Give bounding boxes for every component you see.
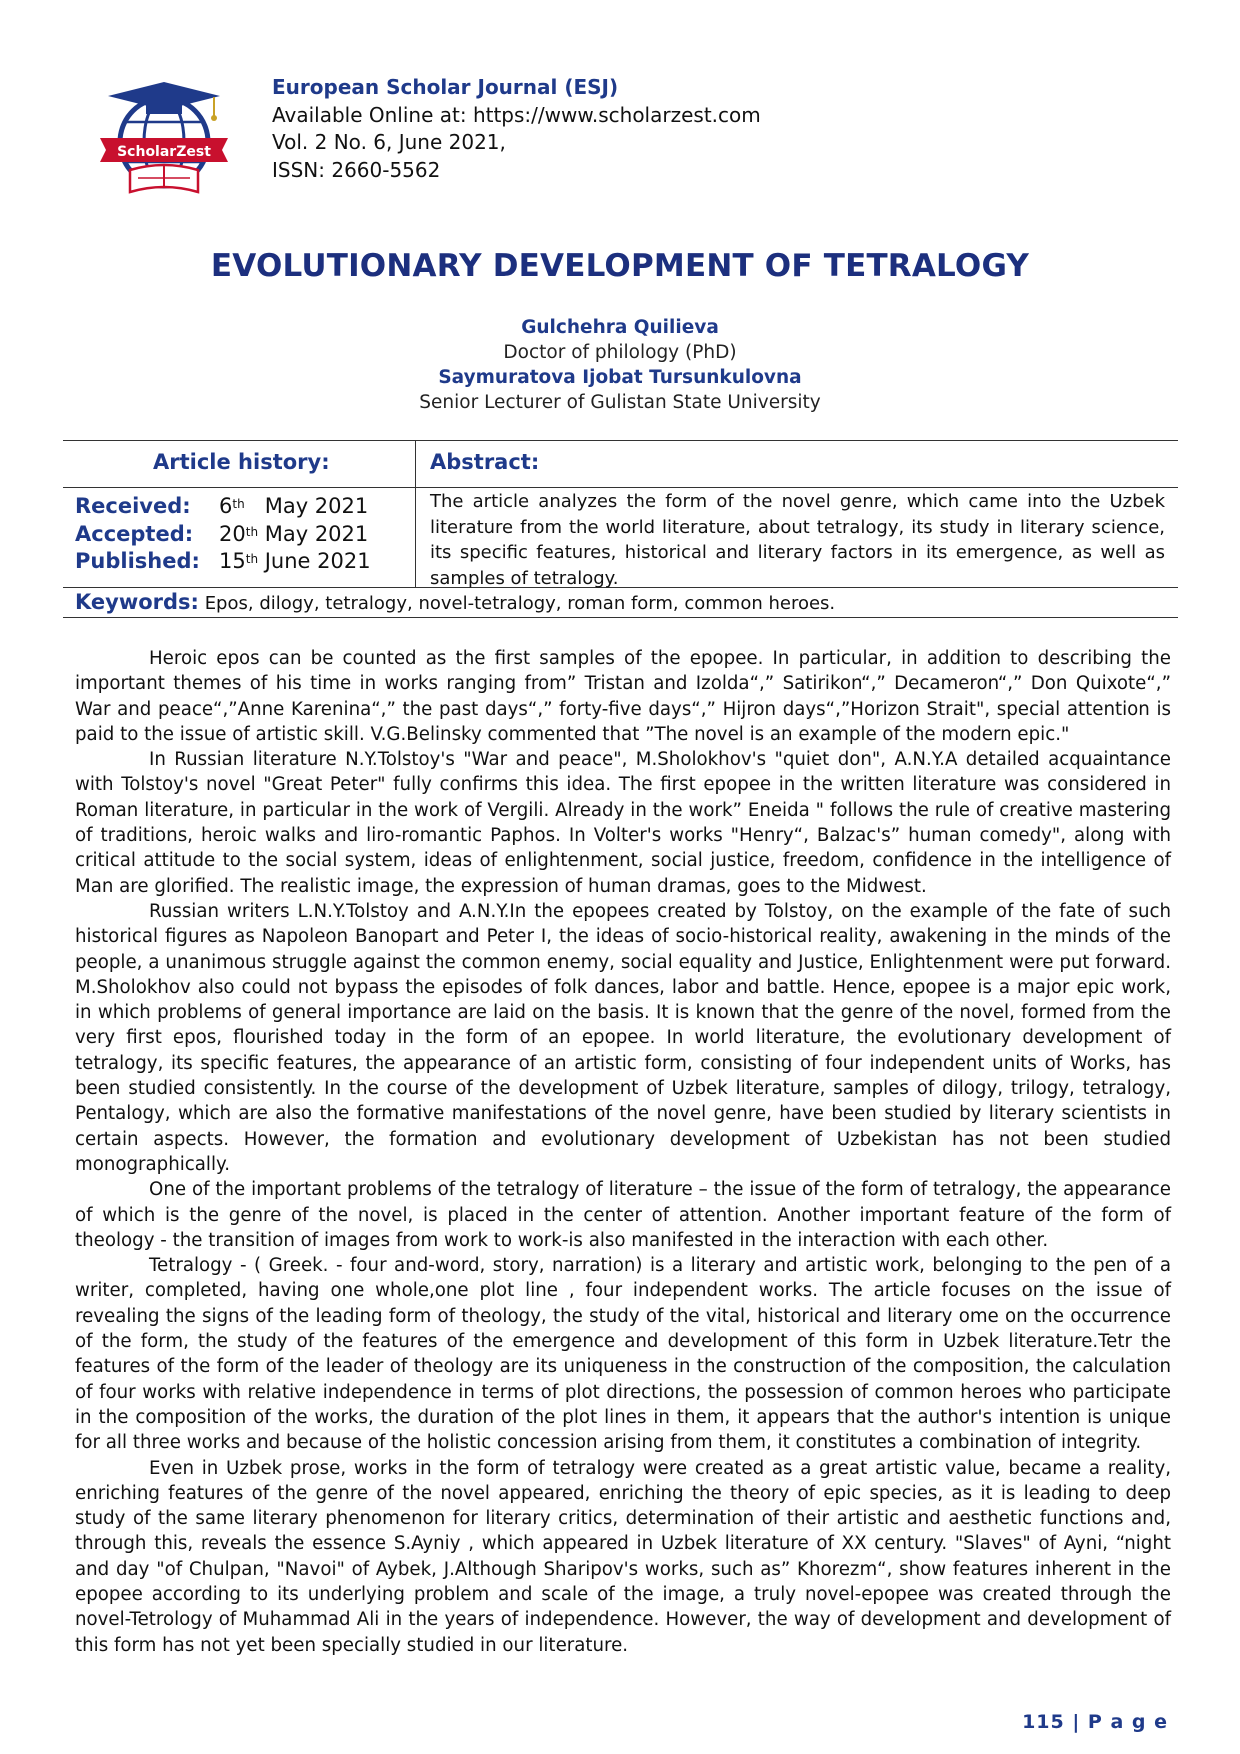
author-block: [0, 315, 1240, 415]
received-sup: th: [232, 497, 245, 511]
body-paragraph: One of the important problems of the tetralogy of literature – the issue of the form of tetralogy, the appearance of which is the genre of the novel, is placed in the center of attention. Another important feature of the form of theology - the transition of images from work to work-is also manifested in the interaction with each other.: [75, 1179, 1171, 1251]
accepted-sup: th: [245, 525, 259, 539]
keywords-label: Keywords:: [75, 590, 199, 614]
table-divider: [415, 440, 416, 587]
keywords-text: Epos, dilogy, tetralogy, novel-tetralogy, roman form, common heroes.: [204, 593, 836, 614]
received-day: 6: [219, 494, 233, 518]
paper-title: EVOLUTIONARY DEVELOPMENT OF TETRALOGY: [210, 248, 1030, 284]
accepted-date: May 2021: [264, 522, 369, 546]
journal-volume: Vol. 2 No. 6, June 2021,: [272, 130, 506, 154]
body-text: [75, 646, 1171, 1658]
accepted-day: 20: [219, 522, 246, 546]
received-date: May 2021: [264, 494, 369, 518]
published-sup: th: [245, 552, 259, 566]
keywords-row: [75, 590, 835, 614]
published-label: Published:: [75, 549, 200, 573]
accepted-label: Accepted:: [75, 522, 194, 546]
journal-name: European Scholar Journal (ESJ): [272, 75, 619, 99]
author-affiliation: Doctor of philology (PhD): [503, 342, 737, 363]
body-paragraph: Heroic epos can be counted as the first samples of the epopee. In particular, in addition to describing the important themes of his time in works ranging from” Tristan and Izolda“,” Satirikon“,” Decameron“,” Don Quixote“,” War and peace“,”Anne Karenina“,” the past days“,” forty-five days“,” Hijron days“,”Horizon Strait", special attention is paid to the issue of artistic skill. V.G.Belinsky commented that ”The novel is an example of the modern epic.": [75, 648, 1171, 745]
received-row: [75, 492, 368, 521]
body-paragraph: Even in Uzbek prose, works in the form of tetralogy were created as a great artistic value, became a reality, enriching features of the genre of the novel appeared, enriching the theory of epic species, as it is leading to deep study of the same literary phenomenon for literary critics, determination of their artistic and aesthetic functions and, through this, reveals the essence S.Ayniy , which appeared in Uzbek literature of XX century. "Slaves" of Ayni, “night and day "of Chulpan, "Navoi" of Aybek, J.Although Sharipov's works, such as” Khorezm“, show features inherent in the epopee according to its underlying problem and scale of the image, a truly novel-epopee was created through the novel-Tetrology of Muhammad Ali in the years of independence. However, the way of development and development of this form has not yet been specially studied in our literature.: [75, 1457, 1171, 1656]
table-rule: [63, 617, 1178, 618]
received-label: Received:: [75, 494, 191, 518]
abstract-text: The article analyzes the form of the novel genre, which came into the Uzbek literature from the world literature, about tetralogy, its study in literary science, its specific features, historical and literary factors in its emergence, as well as samples of tetralogy.: [430, 491, 1165, 589]
journal-issn: ISSN: 2660-5562: [272, 157, 441, 182]
accepted-row: [75, 520, 368, 549]
author-name: Gulchehra Quilieva: [521, 317, 719, 338]
published-date: June 2021: [264, 549, 371, 573]
journal-url: Available Online at: https://www.scholarzest.com: [272, 102, 761, 127]
body-paragraph: Tetralogy - ( Greek. - four and-word, story, narration) is a literary and artistic work, belonging to the pen of a writer, completed, having one whole,one plot line , four independent works. The article focuses on the issue of revealing the signs of the leading form of theology, the study of the vital, historical and literary ome on the occurrence of the form, the study of the features of the emergence and development of this form in Uzbek literature.Tetr the features of the form of the leader of theology are its uniqueness in the construction of the composition, the calculation of four works with relative independence in terms of plot directions, the possession of common heroes who participate in the composition of the works, the duration of the plot lines in them, it appears that the author's intention is unique for all three works and because of the holistic concession arising from them, it constitutes a combination of integrity.: [75, 1255, 1171, 1454]
abstract-heading: Abstract:: [430, 450, 540, 474]
published-row: [75, 547, 371, 576]
journal-header: [272, 74, 761, 184]
body-paragraph: Russian writers L.N.Y.Tolstoy and A.N.Y.In the epopees created by Tolstoy, on the example of the fate of such historical figures as Napoleon Banopart and Peter I, the ideas of socio-historical reality, awakening in the minds of the people, a unanimous struggle against the common enemy, social equality and Justice, Enlightenment were put forward. M.Sholokhov also could not bypass the episodes of folk dances, labor and battle. Hence, epopee is a major epic work, in which problems of general importance are laid on the basis. It is known that the genre of the novel, formed from the very first epos, flourished today in the form of an epopee. In world literature, the evolutionary development of tetralogy, its specific features, the appearance of an artistic form, consisting of four independent units of Works, has been studied consistently. In the course of the development of Uzbek literature, samples of dilogy, trilogy, tetralogy, Pentalogy, which are also the formative manifestations of the novel genre, have been studied by literary scientists in certain aspects. However, the formation and evolutionary development of Uzbekistan has not been studied monographically.: [75, 900, 1171, 1175]
published-day: 15: [219, 549, 246, 573]
logo-text: ScholarZest: [117, 144, 211, 160]
author-affiliation: Senior Lecturer of Gulistan State University: [419, 392, 821, 413]
body-paragraph: In Russian literature N.Y.Tolstoy's "War and peace", M.Sholokhov's "quiet don", A.N.Y.A detailed acquaintance with Tolstoy's novel "Great Peter" fully confirms this idea. The first epopee in the written literature was considered in Roman literature, in particular in the work of Vergili. Already in the work” Eneida " follows the rule of creative mastering of traditions, heroic walks and liro-romantic Paphos. In Volter's works "Henry“, Balzac's” human comedy", along with critical attitude to the social system, ideas of enlightenment, social justice, freedom, confidence in the intelligence of Man are glorified. The realistic image, the expression of human dramas, goes to the Midwest.: [75, 749, 1171, 897]
table-rule: [63, 440, 1178, 441]
article-info-box: [63, 440, 1178, 620]
table-rule: [63, 487, 1178, 488]
page-number: 115 | P a g e: [1022, 1711, 1168, 1733]
journal-logo: [94, 76, 234, 204]
article-history-heading: Article history:: [153, 450, 330, 474]
author-name: Saymuratova Ijobat Tursunkulovna: [438, 367, 802, 388]
